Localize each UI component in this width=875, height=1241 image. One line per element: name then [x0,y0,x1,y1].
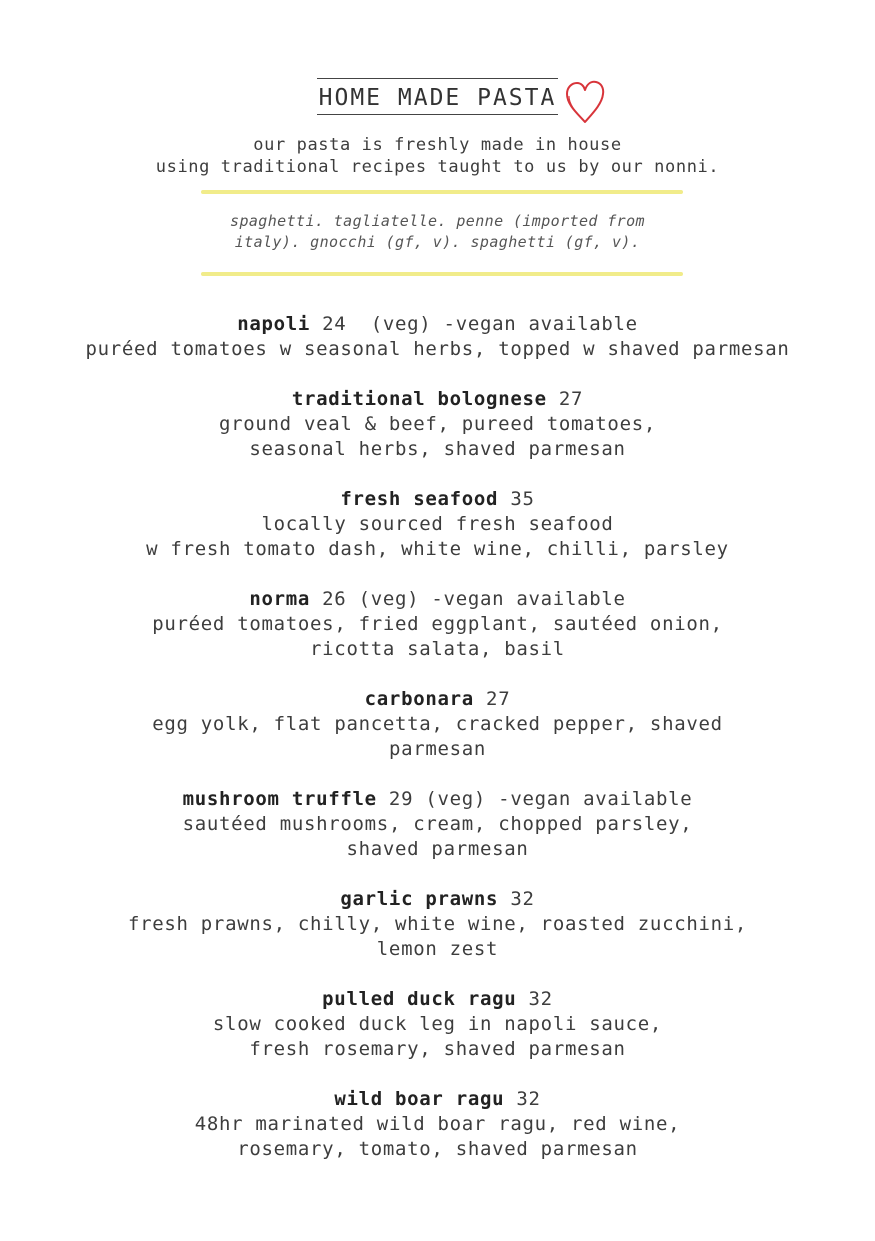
item-heading [0,587,875,612]
item-heading [0,487,875,512]
menu-item [0,687,875,762]
divider-bottom [201,272,683,276]
menu-item [0,1087,875,1162]
item-description: egg yolk, flat pancetta, cracked pepper, shaved parmesan [152,713,723,760]
menu-item [0,887,875,962]
item-heading [0,312,875,337]
item-heading [0,787,875,812]
menu-item [0,787,875,862]
item-name: napoli [237,313,311,335]
item-price-note: 32 [504,1088,541,1110]
menu-item [0,387,875,462]
item-price-note: 27 [473,688,511,710]
item-name: norma [249,588,311,610]
menu-item [0,587,875,662]
item-heading [0,1087,875,1112]
item-description: sautéed mushrooms, cream, chopped parsley, shaved parmesan [182,813,693,860]
item-name: fresh seafood [340,488,499,510]
item-description: puréed tomatoes, fried eggplant, sautéed onion, ricotta salata, basil [152,613,723,660]
page-title: HOME MADE PASTA [317,78,559,115]
item-name: traditional bolognese [291,388,547,410]
item-heading [0,687,875,712]
item-price-note: 32 [516,988,553,1010]
item-name: wild boar ragu [334,1088,505,1110]
menu-header [0,78,875,115]
menu-item [0,987,875,1062]
item-price-note: 29 (veg) -vegan available [376,788,693,810]
item-price-note: 24 (veg) -vegan available [310,313,638,335]
item-heading [0,987,875,1012]
item-heading [0,887,875,912]
item-name: garlic prawns [340,888,499,910]
item-price-note: 32 [498,888,535,910]
heart-outline-icon [564,78,606,126]
item-description: locally sourced fresh seafood w fresh tomato dash, white wine, chilli, parsley [146,513,729,560]
item-heading [0,387,875,412]
item-name: carbonara [364,688,474,710]
menu-list [0,312,875,1187]
intro-text: our pasta is freshly made in house using traditional recipes taught to us by our nonni. [155,135,720,177]
item-description: ground veal & beef, pureed tomatoes, seasonal herbs, shaved parmesan [218,413,656,460]
item-name: pulled duck ragu [322,988,517,1010]
item-description: slow cooked duck leg in napoli sauce, fresh rosemary, shaved parmesan [212,1013,663,1060]
item-price-note: 27 [546,388,584,410]
menu-item [0,487,875,562]
item-price-note: 35 [498,488,535,510]
title-wrap [317,78,559,115]
item-description: 48hr marinated wild boar ragu, red wine, rosemary, tomato, shaved parmesan [194,1113,681,1160]
pasta-types: spaghetti. tagliatelle. penne (imported from italy). gnocchi (gf, v). spaghetti (gf, v). [230,212,645,251]
menu-item [0,312,875,362]
item-description: fresh prawns, chilly, white wine, roasted zucchini, lemon zest [127,913,748,960]
item-name: mushroom truffle [182,788,377,810]
divider-top [201,190,683,194]
item-description: puréed tomatoes w seasonal herbs, topped w shaved parmesan [85,338,790,360]
item-price-note: 26 (veg) -vegan available [310,588,626,610]
